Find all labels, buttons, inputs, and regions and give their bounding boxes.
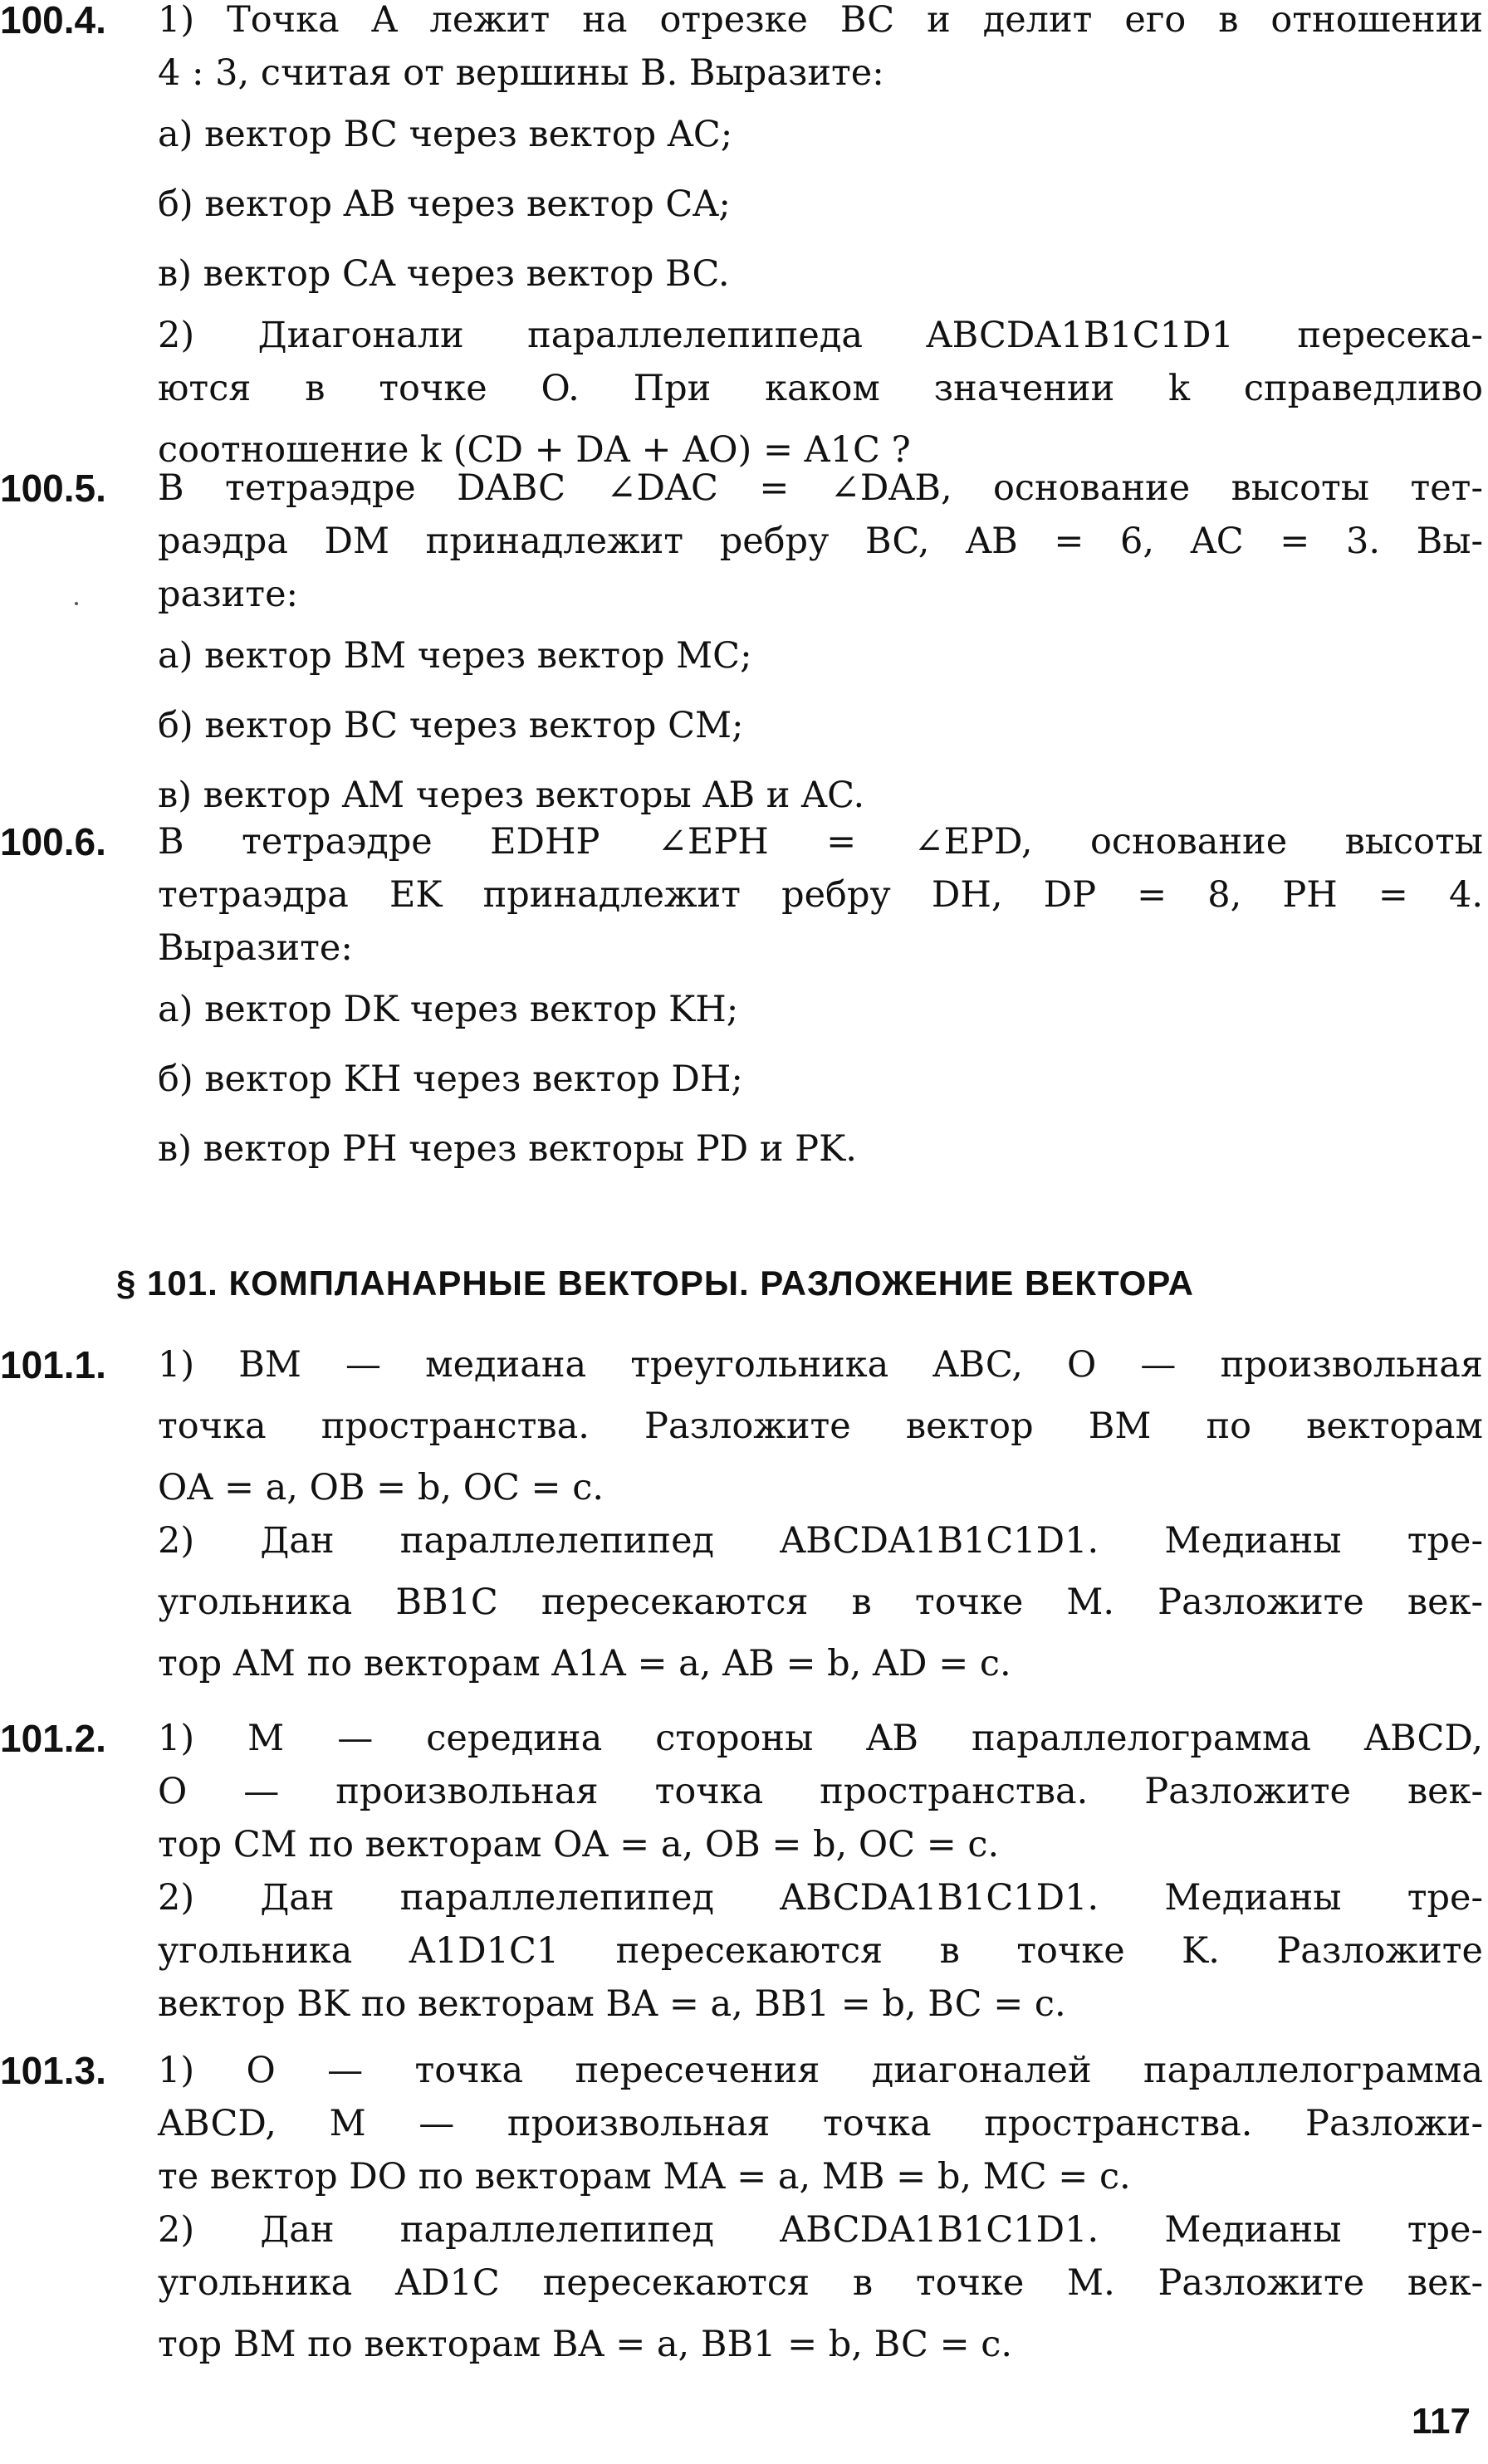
problem-number: 101.2.	[0, 1717, 106, 1760]
problem-text-line: 1) BM — медиана треугольника ABC, O — произвольная	[158, 1344, 1483, 1386]
problem-101-3	[0, 2044, 1488, 2379]
problem-number: 101.3.	[0, 2049, 106, 2092]
problem-text-line: Выразите:	[158, 927, 353, 969]
problem-text-line: ются в точке O. При каком значении k справедливо	[158, 368, 1483, 409]
subitem-b: б) вектор BC через вектор CM;	[158, 705, 744, 746]
problem-text-line: те вектор DO по векторам MA = a, MB = b, MC = c.	[158, 2156, 1131, 2198]
problem-101-1	[0, 1338, 1488, 1690]
page-number: 117	[1412, 2401, 1471, 2442]
problem-100-4	[0, 0, 1488, 485]
problem-number: 100.5.	[0, 467, 106, 510]
problem-text-line: угольника AD1C пересекаются в точке M. Разложите век-	[158, 2262, 1483, 2304]
problem-text-line: 2) Диагонали параллелепипеда ABCDA1B1C1D1 пересека-	[158, 315, 1483, 356]
subitem-c: в) вектор PH через векторы PD и PK.	[158, 1128, 857, 1170]
problem-text-line: В тетраэдре DABC ∠DAC = ∠DAB, основание высоты тет-	[158, 467, 1483, 509]
subitem-b: б) вектор AB через вектор CA;	[158, 183, 731, 225]
problem-text-line: 2) Дан параллелепипед ABCDA1B1C1D1. Медианы тре-	[158, 1877, 1483, 1919]
problem-text-line: В тетраэдре EDHP ∠EPH = ∠EPD, основание высоты	[158, 821, 1483, 863]
problem-text-line: O — произвольная точка пространства. Разложите век-	[158, 1771, 1483, 1812]
problem-number: 100.4.	[0, 0, 106, 42]
subitem-c: в) вектор AM через векторы AB и AC.	[158, 775, 865, 816]
problem-text-line: тетраэдра EK принадлежит ребру DH, DP = 8, PH = 4.	[158, 874, 1483, 916]
problem-text-line: точка пространства. Разложите вектор BM по векторам	[158, 1406, 1483, 1447]
problem-text-line: угольника BB1C пересекаются в точке M. Разложите век-	[158, 1582, 1483, 1623]
problem-text-line: тор CM по векторам OA = a, OB = b, OC = c.	[158, 1824, 1000, 1865]
problem-text-line: 2) Дан параллелепипед ABCDA1B1C1D1. Медианы тре-	[158, 1520, 1483, 1562]
problem-text-line: 1) M — середина стороны AB параллелограмма ABCD,	[158, 1718, 1483, 1759]
problem-text-line: 4 : 3, считая от вершины B. Выразите:	[158, 52, 884, 94]
subitem-c: в) вектор CA через вектор BC.	[158, 253, 730, 295]
print-speck	[75, 602, 78, 605]
subitem-a: а) вектор BC через вектор AC;	[158, 114, 733, 155]
problem-text-line: разите:	[158, 574, 298, 615]
problem-text-line: ABCD, M — произвольная точка пространства. Разложи-	[158, 2103, 1483, 2144]
problem-101-2	[0, 1712, 1488, 2031]
problem-text-line: тор BM по векторам BA = a, BB1 = b, BC = c.	[158, 2324, 1013, 2365]
problem-text-line: 1) O — точка пересечения диагоналей параллелограмма	[158, 2050, 1483, 2091]
problem-number: 100.6.	[0, 820, 106, 863]
problem-text-line: раэдра DM принадлежит ребру BC, AB = 6, AC = 3. Вы-	[158, 521, 1483, 562]
subitem-a: а) вектор BM через вектор MC;	[158, 635, 752, 677]
section-title: § 101. КОМПЛАНАРНЫЕ ВЕКТОРЫ. РАЗЛОЖЕНИЕ ВЕКТОРА	[116, 1264, 1194, 1303]
subitem-a: а) вектор DK через вектор KH;	[158, 989, 739, 1030]
problem-100-5	[0, 462, 1488, 830]
problem-100-6	[0, 815, 1488, 1184]
problem-text-line: OA = a, OB = b, OC = c.	[158, 1467, 604, 1508]
subitem-b: б) вектор KH через вектор DH;	[158, 1058, 743, 1100]
problem-text-line: угольника A1D1C1 пересекаются в точке K. Разложите	[158, 1930, 1483, 1972]
problem-text-line: 2) Дан параллелепипед ABCDA1B1C1D1. Медианы тре-	[158, 2209, 1483, 2251]
problem-text-line: тор AM по векторам A1A = a, AB = b, AD = c.	[158, 1643, 1011, 1684]
problem-text-line: соотношение k (CD + DA + AO) = A1C ?	[158, 429, 911, 471]
problem-text-line: 1) Точка A лежит на отрезке BC и делит его в отношении	[158, 0, 1483, 41]
problem-text-line: вектор BK по векторам BA = a, BB1 = b, BC = c.	[158, 1983, 1066, 2025]
problem-number: 101.1.	[0, 1343, 106, 1386]
